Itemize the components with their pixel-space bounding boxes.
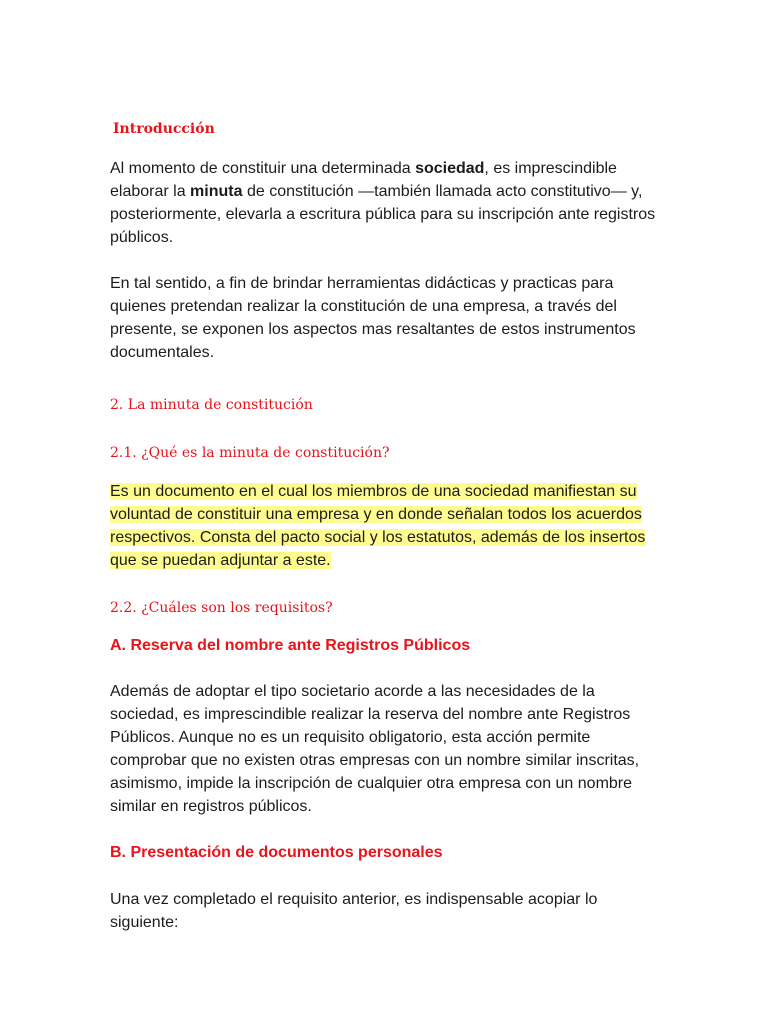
intro-text-2: , es imprescindible elaborar la xyxy=(110,160,617,200)
definition-paragraph xyxy=(110,480,670,572)
intro-bold-sociedad: sociedad xyxy=(415,160,485,177)
requirement-a-paragraph: Además de adoptar el tipo societario acorde a las necesidades de la sociedad, es imprescindible realizar la reserva del nombre ante Registros Públicos. Aunque no es un requisito obligatorio, esta acción permite comprobar que no existen otras empresas con un nombre similar inscritas, asimismo, impide la inscripción de cualquier otra empresa con un nombre similar en registros públicos. xyxy=(110,683,640,815)
intro-text-1: Al momento de constituir una determinada xyxy=(110,160,416,177)
intro-text-3: de constitución —también llamada acto constitutivo— y, posteriormente, elevarla a escritura pública para su inscripción ante registros públicos. xyxy=(110,183,656,246)
requirement-b-heading: B. Presentación de documentos personales xyxy=(110,844,443,861)
intro-heading: Introducción xyxy=(113,121,215,137)
intro-paragraph xyxy=(110,157,662,249)
purpose-paragraph: En tal sentido, a fin de brindar herramientas didácticas y practicas para quienes pretendan realizar la constitución de una empresa, a través del presente, se exponen los aspectos mas resaltantes de estos instrumentos documentales. xyxy=(110,275,636,361)
requirement-a-heading: A. Reserva del nombre ante Registros Públicos xyxy=(110,637,471,654)
section-2-1-heading: 2.1. ¿Qué es la minuta de constitución? xyxy=(110,445,390,461)
intro-bold-minuta: minuta xyxy=(190,183,243,200)
highlighted-definition-text: Es un documento en el cual los miembros de una sociedad manifiestan su voluntad de constituir una empresa y en donde señalan todos los acuerdos respectivos. Consta del pacto social y los estatutos, además de los insertos que se puedan adjuntar a este. xyxy=(110,483,646,569)
section-2-heading: 2. La minuta de constitución xyxy=(110,397,313,413)
requirement-b-paragraph: Una vez completado el requisito anterior, es indispensable acopiar lo siguiente: xyxy=(110,891,598,931)
section-2-2-heading: 2.2. ¿Cuáles son los requisitos? xyxy=(110,600,333,616)
